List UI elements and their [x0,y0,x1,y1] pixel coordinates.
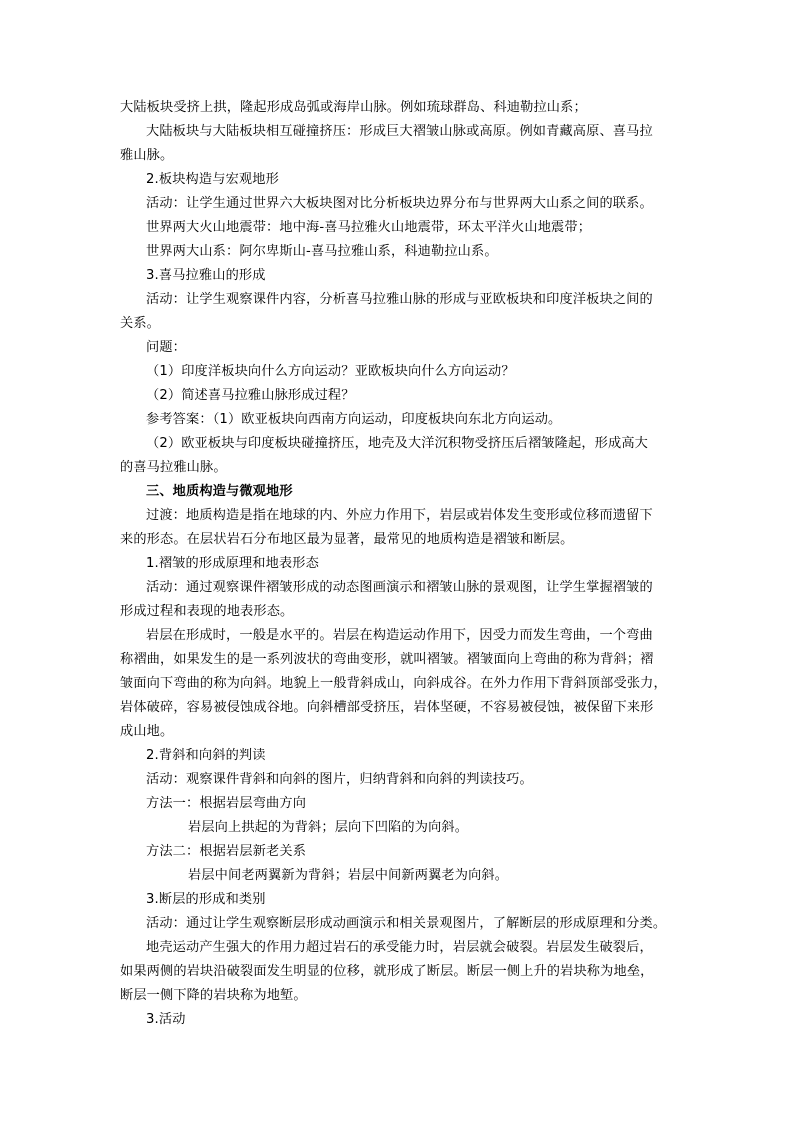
section-heading: 3.喜马拉雅山的形成 [146,268,266,283]
answer-line: 的喜马拉雅山脉。 [120,460,227,475]
paragraph-line: 形成过程和表现的地表形态。 [120,604,294,619]
answer-line: （2）欧亚板块与印度板块碰撞挤压，地壳及大洋沉积物受挤压后褶皱隆起，形成高大 [146,436,649,451]
paragraph-line: 问题： [146,340,187,355]
paragraph-line: 来的形态。在层状岩石分布地区最为显著，最常见的地质构造是褶皱和断层。 [120,532,574,547]
paragraph-line: 断层一侧下降的岩块称为地堑。 [120,988,307,1003]
method-detail: 岩层中间老两翼新为背斜；岩层中间新两翼老为向斜。 [188,868,509,883]
section-heading: 2.板块构造与宏观地形 [146,172,279,187]
paragraph-line: 活动：通过让学生观察断层形成动画演示和相关景观图片，了解断层的形成原理和分类。 [146,916,667,931]
paragraph-line: 岩层在形成时，一般是水平的。岩层在构造运动作用下，因受力而发生弯曲，一个弯曲 [146,628,653,643]
answer-line: 参考答案：（1）欧亚板块向西南方向运动，印度板块向东北方向运动。 [146,412,562,427]
paragraph-line: 地壳运动产生强大的作用力超过岩石的承受能力时，岩层就会破裂。岩层发生破裂后， [146,940,653,955]
paragraph-line: 皱面向下弯曲的称为向斜。地貌上一般背斜成山，向斜成谷。在外力作用下背斜顶部受张力， [120,676,667,691]
section-heading: 3.活动 [146,1012,186,1027]
paragraph-line: 活动：让学生通过世界六大板块图对比分析板块边界分布与世界两大山系之间的联系。 [146,196,653,211]
method-line: 方法二：根据岩层新老关系 [146,844,307,859]
method-detail: 岩层向上拱起的为背斜；层向下凹陷的为向斜。 [188,820,469,835]
paragraph-line: 活动：观察课件背斜和向斜的图片，归纳背斜和向斜的判读技巧。 [146,772,533,787]
paragraph-line: 过渡：地质构造是指在地球的内、外应力作用下，岩层或岩体发生变形或位移而遗留下 [146,508,653,523]
section-heading: 3.断层的形成和类别 [146,892,266,907]
question-line: （2）简述喜马拉雅山脉形成过程？ [146,388,355,403]
section-heading: 2.背斜和向斜的判读 [146,748,266,763]
paragraph-line: 岩体破碎，容易被侵蚀成谷地。向斜槽部受挤压，岩体坚硬，不容易被侵蚀，被保留下来形 [120,700,654,715]
question-line: （1）印度洋板块向什么方向运动？亚欧板块向什么方向运动？ [146,364,515,379]
paragraph-line: 大陆板块与大陆板块相互碰撞挤压：形成巨大褶皱山脉或高原。例如青藏高原、喜马拉 [146,124,653,139]
paragraph-line: 活动：通过观察课件褶皱形成的动态图画演示和褶皱山脉的景观图，让学生掌握褶皱的 [146,580,653,595]
paragraph-line: 成山地。 [120,724,174,739]
paragraph-line: 如果两侧的岩块沿破裂面发生明显的位移，就形成了断层。断层一侧上升的岩块称为地垒， [120,964,654,979]
paragraph-line: 雅山脉。 [120,148,174,163]
paragraph-line: 世界两大火山地震带：地中海-喜马拉雅火山地震带，环太平洋火山地震带； [146,220,592,235]
paragraph-line: 大陆板块受挤上拱，隆起形成岛弧或海岸山脉。例如琉球群岛、科迪勒拉山系； [120,100,587,115]
paragraph-line: 世界两大山系：阿尔卑斯山-喜马拉雅山系，科迪勒拉山系。 [146,244,498,259]
paragraph-line: 关系。 [120,316,161,331]
paragraph-line: 活动：让学生观察课件内容，分析喜马拉雅山脉的形成与亚欧板块和印度洋板块之间的 [146,292,653,307]
section-heading: 1.褶皱的形成原理和地表形态 [146,556,319,571]
method-line: 方法一：根据岩层弯曲方向 [146,796,307,811]
chapter-heading: 三、地质构造与微观地形 [146,484,293,499]
paragraph-line: 称褶曲，如果发生的是一系列波状的弯曲变形，就叫褶皱。褶皱面向上弯曲的称为背斜；褶 [120,652,654,667]
